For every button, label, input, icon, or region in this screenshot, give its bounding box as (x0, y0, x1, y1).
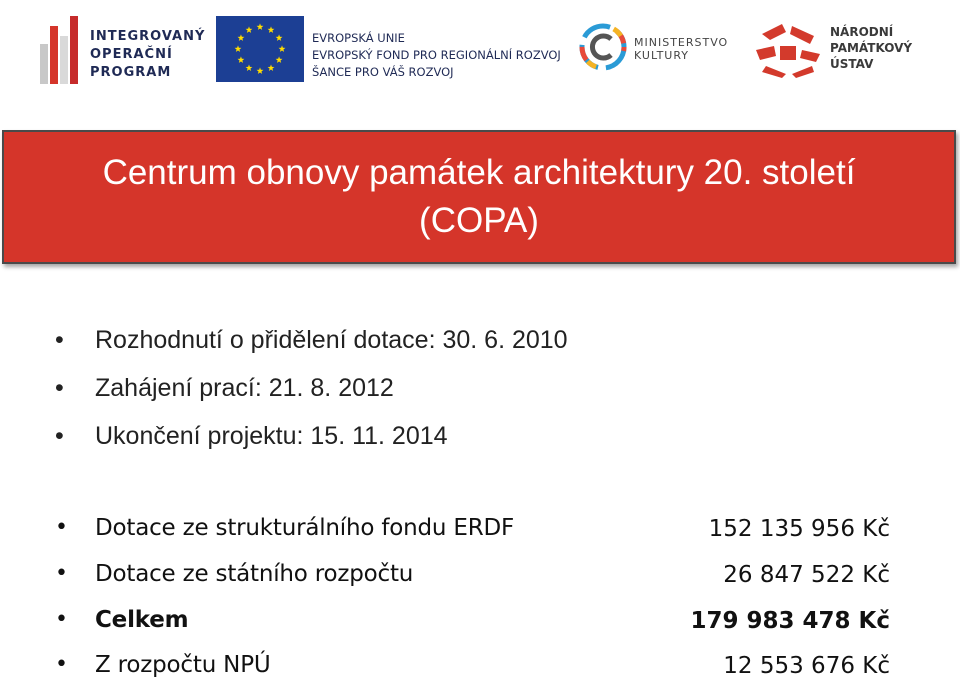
funding-amount-total: 179 983 478 Kč (690, 608, 890, 634)
funding-label: Celkem (95, 607, 189, 633)
bullet-icon: • (55, 607, 68, 632)
bullet-icon: • (55, 515, 68, 540)
title-line-1: Centrum obnovy památek architektury 20. století (102, 153, 856, 192)
iop-bars-icon (38, 14, 80, 84)
bullet-icon: • (55, 652, 68, 677)
funding-label: Dotace ze strukturálního fondu ERDF (95, 515, 515, 541)
funding-amount-state: 26 847 522 Kč (723, 562, 890, 588)
funding-label: Dotace ze státního rozpočtu (95, 561, 414, 587)
npu-mark-icon (752, 20, 824, 78)
title-banner (2, 130, 956, 264)
npu-logo-text: NÁRODNÍ PAMÁTKOVÝ ÚSTAV (830, 25, 913, 71)
eu-logo-text: EVROPSKÁ UNIE EVROPSKÝ FOND PRO REGIONÁLNÍ ROZVOJ ŠANCE PRO VÁŠ ROZVOJ (312, 31, 561, 79)
bullet-icon: • (55, 561, 68, 586)
title-line-2: (COPA) (419, 201, 539, 240)
list-item-label: Rozhodnutí o přidělení dotace: 30. 6. 2010 (95, 326, 568, 354)
bullet-icon: • (55, 374, 64, 402)
iop-logo (38, 14, 228, 86)
eu-logo (216, 14, 566, 86)
ministry-circle-icon (578, 22, 628, 72)
ministry-of-culture-logo (578, 22, 728, 82)
iop-logo-text: INTEGROVANÝ OPERAČNÍ PROGRAM (90, 29, 206, 80)
list-item-label: Ukončení projektu: 15. 11. 2014 (95, 422, 448, 450)
funding-amount-erdf: 152 135 956 Kč (708, 516, 890, 542)
funding-amount-npu: 12 553 676 Kč (723, 653, 890, 679)
bullet-icon: • (55, 326, 64, 354)
ministry-logo-text: MINISTERSTVO KULTURY (634, 36, 729, 62)
npu-logo (752, 20, 952, 84)
list-item-label: Zahájení prací: 21. 8. 2012 (95, 374, 394, 402)
funding-label: Z rozpočtu NPÚ (95, 652, 271, 678)
bullet-icon: • (55, 422, 64, 450)
eu-flag-icon (216, 16, 304, 82)
